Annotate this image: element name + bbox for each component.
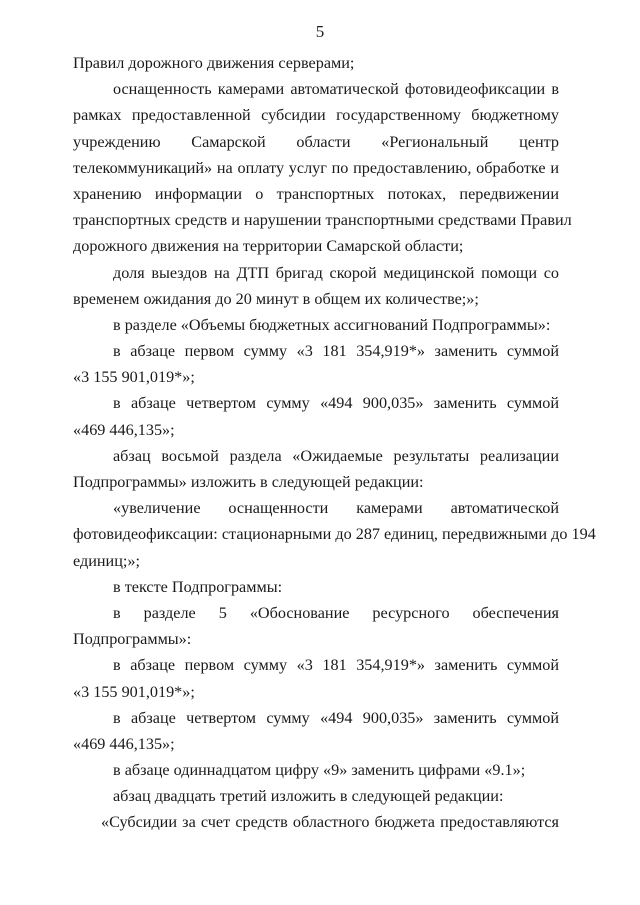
text-line: «Субсидии за счет средств областного бюджета предоставляются xyxy=(101,813,559,832)
text-line: телекоммуникаций» на оплату услуг по предоставлению, обработке и xyxy=(73,158,559,177)
text-line: в абзаце первом сумму «3 181 354,919*» заменить суммой xyxy=(113,656,559,675)
text-line: транспортных средств и нарушении транспортными средствами Правил xyxy=(73,211,572,230)
text-line: рамках предоставленной субсидии государственному бюджетному xyxy=(73,106,559,125)
text-line: оснащенность камерами автоматической фотовидеофиксации в xyxy=(113,80,559,99)
text-line: «469 446,135»; xyxy=(73,734,175,753)
text-line: Подпрограммы»: xyxy=(73,630,192,649)
text-line: абзац двадцать третий изложить в следующей редакции: xyxy=(113,787,504,806)
text-line: в абзаце одиннадцатом цифру «9» заменить цифрами «9.1»; xyxy=(113,761,526,780)
text-line: Правил дорожного движения серверами; xyxy=(73,54,355,72)
text-line: в абзаце четвертом сумму «494 900,035» заменить суммой xyxy=(113,394,559,413)
text-line: фотовидеофиксации: стационарными до 287 единиц, передвижными до 194 xyxy=(73,525,596,544)
text-line: «3 155 901,019*»; xyxy=(73,368,195,387)
text-line: временем ожидания до 20 минут в общем их количестве;»; xyxy=(73,289,479,308)
text-line: в абзаце четвертом сумму «494 900,035» заменить суммой xyxy=(113,708,559,727)
text-line: «469 446,135»; xyxy=(73,420,175,439)
text-line: в абзаце первом сумму «3 181 354,919*» заменить суммой xyxy=(113,342,559,361)
text-line: единиц;»; xyxy=(73,551,140,570)
page-number: 5 xyxy=(315,22,325,41)
text-line: «увеличение оснащенности камерами автоматической xyxy=(113,499,559,518)
text-line: «3 155 901,019*»; xyxy=(73,682,195,701)
text-line: Подпрограммы» изложить в следующей редакции: xyxy=(73,473,424,491)
text-line: абзац восьмой раздела «Ожидаемые результаты реализации xyxy=(113,446,559,465)
document-body xyxy=(73,50,596,836)
text-line: учреждению Самарской области «Региональный центр xyxy=(73,132,559,151)
text-line: в разделе 5 «Обоснование ресурсного обеспечения xyxy=(113,603,559,622)
text-line: в тексте Подпрограммы: xyxy=(113,577,283,596)
text-line: дорожного движения на территории Самарской области; xyxy=(73,237,464,256)
text-line: доля выездов на ДТП бригад скорой медицинской помощи со xyxy=(113,263,559,282)
text-line: в разделе «Объемы бюджетных ассигнований Подпрограммы»: xyxy=(113,315,551,334)
text-line: хранению информации о транспортных потоках, передвижении xyxy=(73,184,559,203)
